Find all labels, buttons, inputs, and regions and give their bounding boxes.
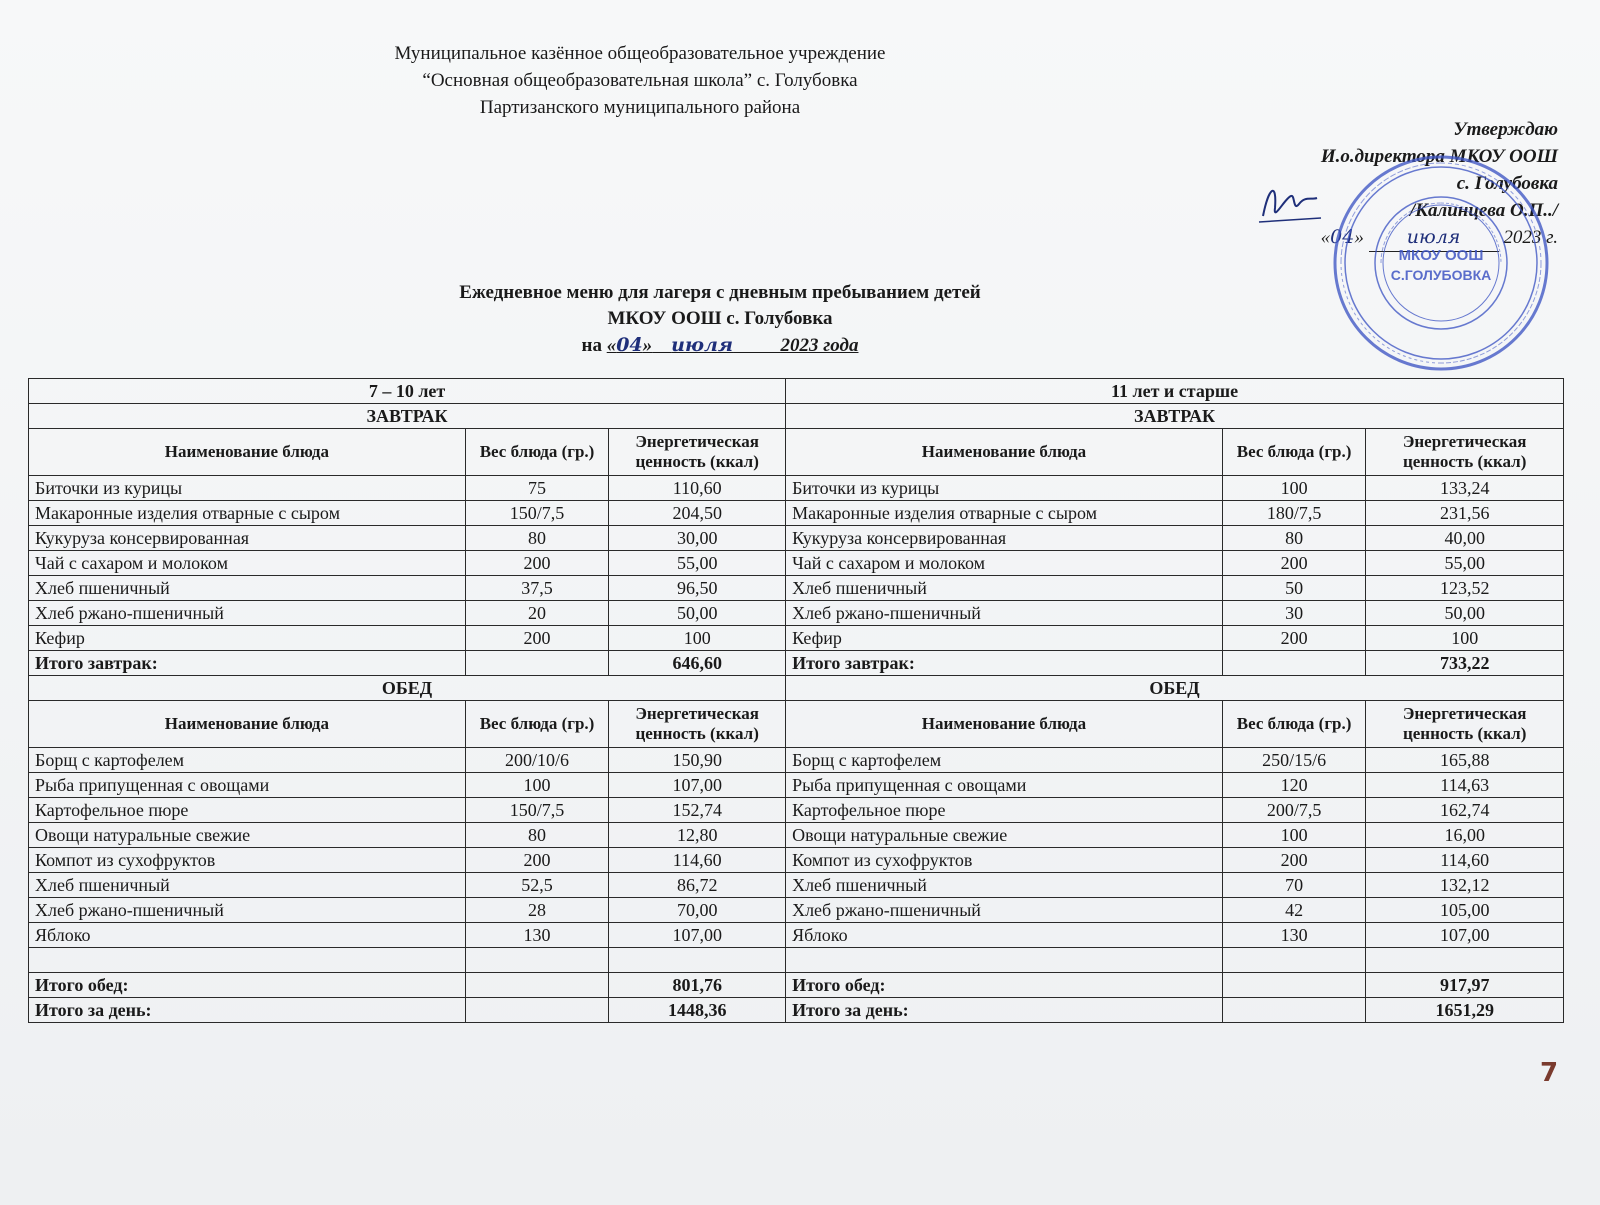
institution-line-3: Партизанского муниципального района <box>479 97 801 118</box>
dish-name-left: Хлеб ржано-пшеничный <box>29 898 466 923</box>
lunch-total-row <box>29 973 1564 998</box>
day-total-row-empty-left <box>465 998 609 1023</box>
dish-energy-right: 107,00 <box>1366 923 1564 948</box>
approval-date-month: июля <box>1369 224 1499 252</box>
dish-name-left: Макаронные изделия отварные с сыром <box>29 501 466 526</box>
table-row <box>29 773 1564 798</box>
breakfast-label-left: ЗАВТРАК <box>29 404 786 429</box>
table-row <box>29 551 1564 576</box>
dish-energy-left: 55,00 <box>609 551 786 576</box>
day-total-row-empty-right <box>1222 998 1366 1023</box>
signature-icon <box>1255 178 1325 228</box>
table-row <box>29 626 1564 651</box>
dish-weight-right: 120 <box>1222 773 1366 798</box>
lunch-column-headers <box>29 701 1564 748</box>
dish-energy-left: 107,00 <box>609 773 786 798</box>
dish-name-left: Биточки из курицы <box>29 476 466 501</box>
dish-name-right: Кукуруза консервированная <box>786 526 1223 551</box>
dish-weight-left: 150/7,5 <box>465 501 609 526</box>
official-seal-icon <box>1330 152 1552 374</box>
day-total-row <box>29 998 1564 1023</box>
blank-cell <box>465 948 609 973</box>
lunch-total-row-empty-right <box>1222 973 1366 998</box>
dish-weight-left: 80 <box>465 526 609 551</box>
dish-weight-right: 200 <box>1222 848 1366 873</box>
dish-weight-left: 150/7,5 <box>465 798 609 823</box>
approval-line-1: Утверждаю <box>1453 119 1558 140</box>
institution-header <box>0 40 1280 121</box>
breakfast-total-row-empty-right <box>1222 651 1366 676</box>
title-date-prefix: на <box>581 335 602 356</box>
breakfast-total-row-label-left: Итого завтрак: <box>29 651 466 676</box>
dish-energy-left: 110,60 <box>609 476 786 501</box>
breakfast-label-right: ЗАВТРАК <box>786 404 1564 429</box>
dish-weight-right: 250/15/6 <box>1222 748 1366 773</box>
dish-name-left: Овощи натуральные свежие <box>29 823 466 848</box>
day-total-row-value-left: 1448,36 <box>609 998 786 1023</box>
dish-energy-right: 50,00 <box>1366 601 1564 626</box>
dish-energy-right: 132,12 <box>1366 873 1564 898</box>
dish-name-right: Рыба припущенная с овощами <box>786 773 1223 798</box>
col-name-left: Наименование блюда <box>29 701 466 748</box>
dish-weight-right: 70 <box>1222 873 1366 898</box>
dish-name-right: Макаронные изделия отварные с сыром <box>786 501 1223 526</box>
dish-weight-right: 130 <box>1222 923 1366 948</box>
title-date-field <box>607 335 859 356</box>
blank-cell <box>1222 948 1366 973</box>
dish-name-left: Яблоко <box>29 923 466 948</box>
dish-energy-right: 231,56 <box>1366 501 1564 526</box>
lunch-total-row-label-right: Итого обед: <box>786 973 1223 998</box>
table-row <box>29 898 1564 923</box>
col-weight-left: Вес блюда (гр.) <box>465 701 609 748</box>
dish-name-right: Яблоко <box>786 923 1223 948</box>
seal-center-line-1: МКОУ ООШ <box>1398 247 1484 264</box>
dish-name-right: Картофельное пюре <box>786 798 1223 823</box>
dish-name-left: Чай с сахаром и молоком <box>29 551 466 576</box>
dish-energy-left: 50,00 <box>609 601 786 626</box>
dish-energy-left: 152,74 <box>609 798 786 823</box>
menu-table <box>28 378 1564 1023</box>
col-weight-left: Вес блюда (гр.) <box>465 429 609 476</box>
dish-weight-right: 200 <box>1222 626 1366 651</box>
age-group-row <box>29 379 1564 404</box>
col-name-right: Наименование блюда <box>786 429 1223 476</box>
blank-cell <box>609 948 786 973</box>
col-weight-right: Вес блюда (гр.) <box>1222 429 1366 476</box>
title-line-2: МКОУ ООШ с. Голубовка <box>607 308 833 329</box>
blank-cell <box>29 948 466 973</box>
lunch-total-row-value-right: 917,97 <box>1366 973 1564 998</box>
col-energy-right: Энергетическая ценность (ккал) <box>1366 429 1564 476</box>
institution-line-1: Муниципальное казённое общеобразовательное учреждение <box>394 43 886 64</box>
dish-name-right: Хлеб пшеничный <box>786 873 1223 898</box>
day-total-row-value-right: 1651,29 <box>1366 998 1564 1023</box>
table-row <box>29 923 1564 948</box>
dish-name-right: Биточки из курицы <box>786 476 1223 501</box>
dish-energy-right: 40,00 <box>1366 526 1564 551</box>
table-row <box>29 848 1564 873</box>
dish-energy-right: 16,00 <box>1366 823 1564 848</box>
approval-line-3: с. Голубовка <box>1456 173 1558 194</box>
dish-energy-left: 204,50 <box>609 501 786 526</box>
approval-date-year: 2023 г. <box>1503 227 1558 248</box>
dish-energy-left: 107,00 <box>609 923 786 948</box>
dish-name-right: Чай с сахаром и молоком <box>786 551 1223 576</box>
dish-weight-left: 200 <box>465 848 609 873</box>
dish-name-left: Хлеб ржано-пшеничный <box>29 601 466 626</box>
dish-energy-left: 96,50 <box>609 576 786 601</box>
dish-name-left: Рыба припущенная с овощами <box>29 773 466 798</box>
dish-weight-left: 28 <box>465 898 609 923</box>
title-date <box>280 332 1160 359</box>
dish-name-right: Борщ с картофелем <box>786 748 1223 773</box>
dish-name-left: Кефир <box>29 626 466 651</box>
dish-weight-left: 75 <box>465 476 609 501</box>
dish-name-left: Картофельное пюре <box>29 798 466 823</box>
dish-weight-left: 100 <box>465 773 609 798</box>
col-energy-right: Энергетическая ценность (ккал) <box>1366 701 1564 748</box>
dish-energy-right: 162,74 <box>1366 798 1564 823</box>
dish-weight-right: 30 <box>1222 601 1366 626</box>
blank-row <box>29 948 1564 973</box>
seal-center-line-2: С.ГОЛУБОВКА <box>1390 267 1492 283</box>
dish-name-left: Борщ с картофелем <box>29 748 466 773</box>
lunch-section-row-label-left: ОБЕД <box>29 676 786 701</box>
dish-weight-left: 130 <box>465 923 609 948</box>
dish-energy-right: 114,63 <box>1366 773 1564 798</box>
table-row <box>29 748 1564 773</box>
dish-energy-right: 123,52 <box>1366 576 1564 601</box>
dish-name-left: Кукуруза консервированная <box>29 526 466 551</box>
dish-weight-left: 20 <box>465 601 609 626</box>
table-row <box>29 476 1564 501</box>
breakfast-total-row-empty-left <box>465 651 609 676</box>
breakfast-total-row-value-left: 646,60 <box>609 651 786 676</box>
dish-weight-right: 42 <box>1222 898 1366 923</box>
lunch-total-row-label-left: Итого обед: <box>29 973 466 998</box>
dish-name-right: Хлеб ржано-пшеничный <box>786 601 1223 626</box>
dish-weight-right: 200 <box>1222 551 1366 576</box>
document-title <box>280 280 1160 359</box>
dish-energy-right: 114,60 <box>1366 848 1564 873</box>
table-row <box>29 501 1564 526</box>
title-date-open: « <box>606 335 617 356</box>
blank-cell <box>786 948 1223 973</box>
table-row <box>29 823 1564 848</box>
dish-name-right: Компот из сухофруктов <box>786 848 1223 873</box>
dish-weight-left: 200/10/6 <box>465 748 609 773</box>
dish-name-right: Кефир <box>786 626 1223 651</box>
breakfast-column-headers <box>29 429 1564 476</box>
dish-energy-left: 86,72 <box>609 873 786 898</box>
title-date-close: » <box>642 335 653 356</box>
approval-line-2: И.о.директора МКОУ ООШ <box>1320 146 1558 167</box>
approval-date-close: » <box>1354 227 1364 248</box>
approval-date-open: « <box>1320 227 1331 248</box>
dish-weight-left: 200 <box>465 551 609 576</box>
title-line-1: Ежедневное меню для лагеря с дневным пребыванием детей <box>459 282 981 303</box>
dish-name-right: Хлеб ржано-пшеничный <box>786 898 1223 923</box>
breakfast-total-row <box>29 651 1564 676</box>
dish-weight-left: 80 <box>465 823 609 848</box>
dish-weight-right: 180/7,5 <box>1222 501 1366 526</box>
table-row <box>29 576 1564 601</box>
dish-energy-right: 133,24 <box>1366 476 1564 501</box>
approval-date-day: 04 <box>1330 226 1355 248</box>
age-group-right: 11 лет и старше <box>786 379 1564 404</box>
dish-weight-left: 200 <box>465 626 609 651</box>
dish-name-left: Хлеб пшеничный <box>29 576 466 601</box>
table-row <box>29 601 1564 626</box>
dish-energy-right: 165,88 <box>1366 748 1564 773</box>
page-number-mark: 7 <box>1540 1058 1559 1088</box>
dish-energy-left: 150,90 <box>609 748 786 773</box>
approval-line-4: /Калинцева О.П../ <box>1409 200 1558 221</box>
dish-weight-right: 100 <box>1222 476 1366 501</box>
dish-energy-right: 105,00 <box>1366 898 1564 923</box>
dish-energy-right: 100 <box>1366 626 1564 651</box>
blank-cell <box>1366 948 1564 973</box>
dish-energy-left: 70,00 <box>609 898 786 923</box>
lunch-section-row <box>29 676 1564 701</box>
breakfast-total-row-value-right: 733,22 <box>1366 651 1564 676</box>
dish-energy-left: 12,80 <box>609 823 786 848</box>
breakfast-section-row <box>29 404 1564 429</box>
lunch-total-row-value-left: 801,76 <box>609 973 786 998</box>
table-row <box>29 526 1564 551</box>
col-weight-right: Вес блюда (гр.) <box>1222 701 1366 748</box>
lunch-total-row-empty-left <box>465 973 609 998</box>
dish-weight-right: 50 <box>1222 576 1366 601</box>
col-energy-left: Энергетическая ценность (ккал) <box>609 429 786 476</box>
title-date-month: июля <box>671 334 734 356</box>
institution-line-2: “Основная общеобразовательная школа” с. Голубовка <box>422 70 858 91</box>
age-group-left: 7 – 10 лет <box>29 379 786 404</box>
dish-name-left: Хлеб пшеничный <box>29 873 466 898</box>
day-total-row-label-left: Итого за день: <box>29 998 466 1023</box>
title-date-year: 2023 года <box>780 335 859 356</box>
dish-energy-left: 114,60 <box>609 848 786 873</box>
dish-energy-left: 30,00 <box>609 526 786 551</box>
dish-name-left: Компот из сухофруктов <box>29 848 466 873</box>
dish-weight-left: 52,5 <box>465 873 609 898</box>
dish-energy-right: 55,00 <box>1366 551 1564 576</box>
col-energy-left: Энергетическая ценность (ккал) <box>609 701 786 748</box>
breakfast-total-row-label-right: Итого завтрак: <box>786 651 1223 676</box>
dish-weight-right: 80 <box>1222 526 1366 551</box>
dish-weight-right: 200/7,5 <box>1222 798 1366 823</box>
col-name-right: Наименование блюда <box>786 701 1223 748</box>
dish-name-right: Овощи натуральные свежие <box>786 823 1223 848</box>
dish-weight-left: 37,5 <box>465 576 609 601</box>
col-name-left: Наименование блюда <box>29 429 466 476</box>
table-row <box>29 798 1564 823</box>
lunch-section-row-label-right: ОБЕД <box>786 676 1564 701</box>
dish-energy-left: 100 <box>609 626 786 651</box>
table-row <box>29 873 1564 898</box>
day-total-row-label-right: Итого за день: <box>786 998 1223 1023</box>
dish-name-right: Хлеб пшеничный <box>786 576 1223 601</box>
title-date-day: 04 <box>616 334 643 356</box>
dish-weight-right: 100 <box>1222 823 1366 848</box>
